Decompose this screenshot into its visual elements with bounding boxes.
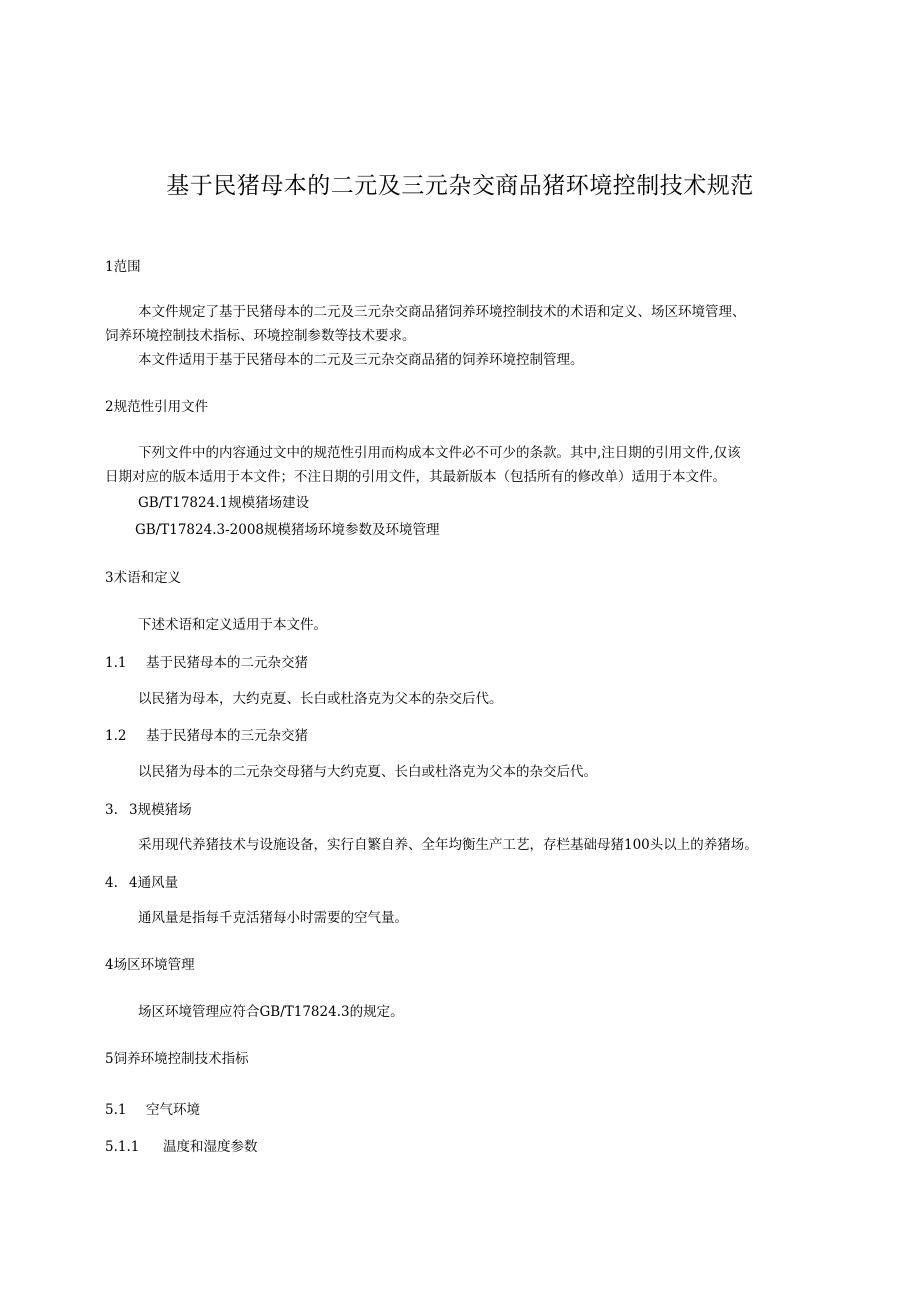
term-2-definition: 以民猪为母本的二元杂交母猪与大约克夏、长白或杜洛克为父本的杂交后代。 xyxy=(138,764,597,780)
term-3-name: 3规模猪场 xyxy=(129,802,192,818)
term-1-name: 基于民猪母本的二元杂交猪 xyxy=(146,655,308,671)
subsection-5-1-title: 空气环境 xyxy=(146,1102,200,1118)
section-2-paragraph-1-line-2: 日期对应的版本适用于本文件；不注日期的引用文件，其最新版本（包括所有的修改单）适用于本文件。 xyxy=(105,469,726,485)
subsection-5-1-number: 5.1 xyxy=(105,1102,127,1118)
section-1-paragraph-2: 本文件适用于基于民猪母本的二元及三元杂交商品猪的饲养环境控制管理。 xyxy=(138,352,584,368)
term-2-name: 基于民猪母本的三元杂交猪 xyxy=(146,728,308,744)
term-1-number: 1.1 xyxy=(105,655,127,671)
term-4-name: 4通风量 xyxy=(129,875,179,891)
section-2-reference-1: GB/T17824.1规模猪场建设 xyxy=(138,495,310,511)
section-1-paragraph-1-line-1: 本文件规定了基于民猪母本的二元及三元杂交商品猪饲养环境控制技术的术语和定义、场区环境管理、 xyxy=(138,304,746,320)
section-4-heading: 4场区环境管理 xyxy=(105,957,195,973)
subsection-5-1-1-number: 5.1.1 xyxy=(105,1139,140,1155)
term-1-definition: 以民猪为母本，大约克夏、长白或杜洛克为父本的杂交后代。 xyxy=(138,691,503,707)
term-4-definition: 通风量是指每千克活猪每小时需要的空气量。 xyxy=(138,910,408,926)
section-4-paragraph-1: 场区环境管理应符合GB/T17824.3的规定。 xyxy=(138,1004,404,1020)
section-5-heading: 5饲养环境控制技术指标 xyxy=(105,1051,249,1067)
section-2-reference-2: GB/T17824.3-2008规模猪场环境参数及环境管理 xyxy=(135,522,440,538)
section-3-intro: 下述术语和定义适用于本文件。 xyxy=(138,617,327,633)
section-1-heading: 1范围 xyxy=(105,259,141,275)
term-3-definition: 采用现代养猪技术与设施设备，实行自繁自养、全年均衡生产工艺，存栏基础母猪100头以上的养猪场。 xyxy=(138,837,758,853)
subsection-5-1-1-title: 温度和湿度参数 xyxy=(163,1139,258,1155)
section-3-heading: 3术语和定义 xyxy=(105,570,182,586)
term-4-number: 4. xyxy=(105,875,118,891)
section-2-heading: 2规范性引用文件 xyxy=(105,399,209,415)
term-3-number: 3. xyxy=(105,802,118,818)
section-2-paragraph-1-line-1: 下列文件中的内容通过文中的规范性引用而构成本文件必不可少的条款。其中,注日期的引用文件,仅该 xyxy=(138,445,741,461)
section-1-paragraph-1-line-2: 饲养环境控制技术指标、环境控制参数等技术要求。 xyxy=(105,328,416,344)
term-2-number: 1.2 xyxy=(105,728,127,744)
document-title: 基于民猪母本的二元及三元杂交商品猪环境控制技术规范 xyxy=(166,173,754,199)
